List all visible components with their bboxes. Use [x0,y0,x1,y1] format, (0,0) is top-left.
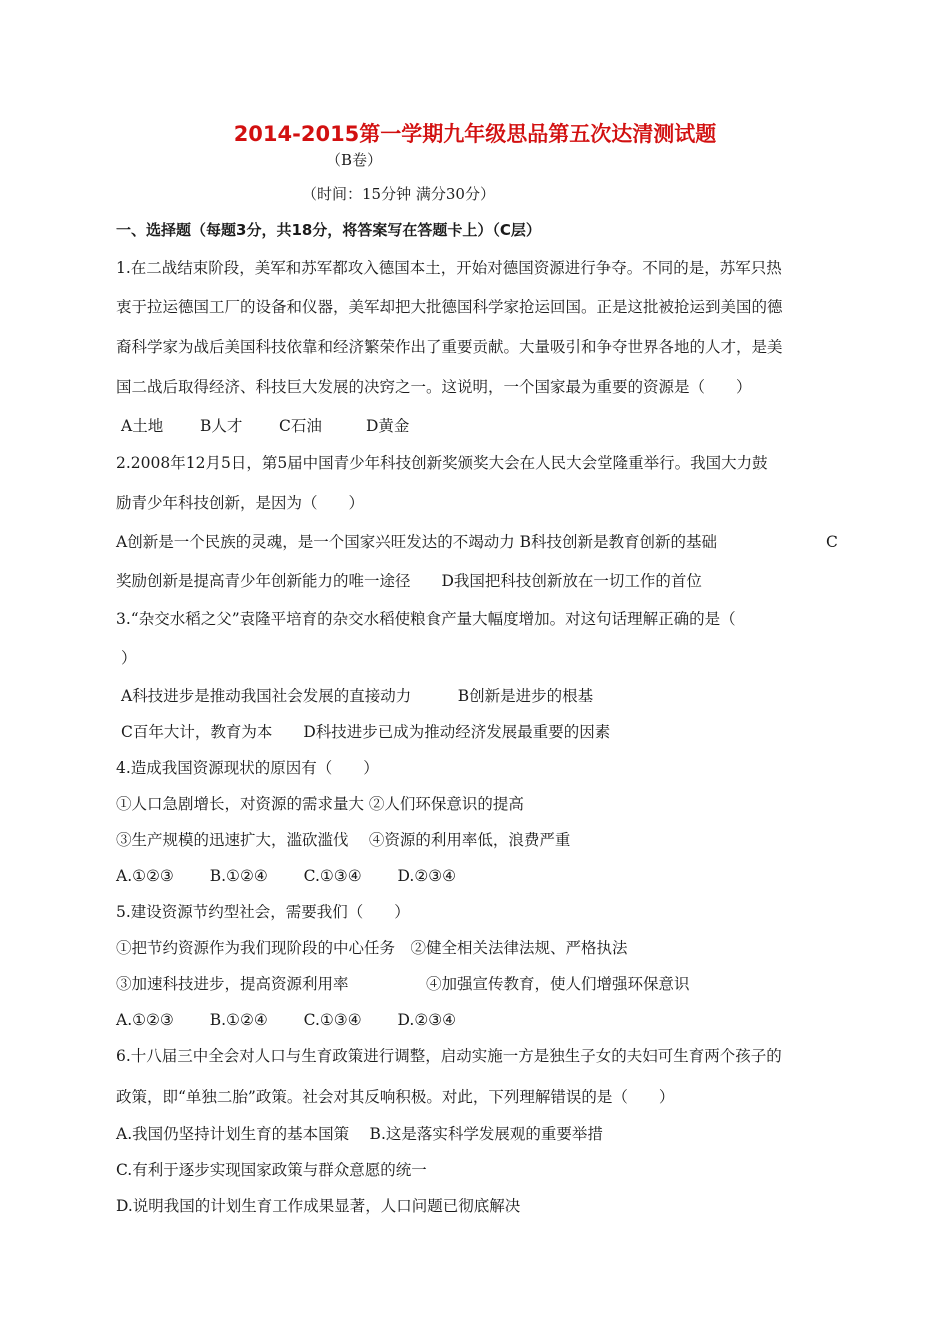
q1-option-a: A土地 [121,417,164,435]
q5-option-line: ③加速科技进步，提高资源利用率 ④加强宣传教育，使人们增强环保意识 [116,975,690,993]
q5-option-line: ①把节约资源作为我们现阶段的中心任务 ②健全相关法律法规、严格执法 [116,939,628,957]
q6-option-line: A.我国仍坚持计划生育的基本国策 B.这是落实科学发展观的重要举措 [116,1125,603,1143]
q6-stem-line: 政策，即“单独二胎”政策。社会对其反响积极。对此，下列理解错误的是（ ） [116,1088,675,1106]
q3-option-line: A科技进步是推动我国社会发展的直接动力 B创新是进步的根基 [121,687,594,705]
q6-stem-line: 6.十八届三中全会对人口与生育政策进行调整，启动实施一方是独生子女的夫妇可生育两个孩子的 [116,1047,782,1065]
q6-option-line: C.有利于逐步实现国家政策与群众意愿的统一 [116,1161,427,1179]
q5-answer-choices: A.①②③ B.①②④ C.①③④ D.②③④ [116,1011,457,1029]
q4-option-line: ①人口急剧增长，对资源的需求量大 ②人们环保意识的提高 [116,795,524,813]
q1-stem-line: 衷于拉运德国工厂的设备和仪器，美军却把大批德国科学家抢运回国。正是这批被抢运到美国的德 [116,298,783,316]
q3-stem-line: ） [121,649,137,667]
q1-option-b: B人才 [200,417,243,435]
q4-option-line: ③生产规模的迅速扩大，滥砍滥伐 ④资源的利用率低，浪费严重 [116,831,571,849]
q1-stem-line: 裔科学家为战后美国科技依靠和经济繁荣作出了重要贡献。大量吸引和争夺世界各地的人才，是美 [116,338,783,356]
q1-option-c: C石油 [279,417,322,435]
q1-option-d: D黄金 [366,417,410,435]
q2-stem-line: 励青少年科技创新，是因为（ ） [116,494,365,512]
time-info: （时间：15分钟 满分30分） [302,185,495,203]
q1-stem-line: 1.在二战结束阶段，美军和苏军都攻入德国本土，开始对德国资源进行争夺。不同的是，苏军只热 [116,259,782,277]
q2-option-line: 奖励创新是提高青少年创新能力的唯一途径 D我国把科技创新放在一切工作的首位 [116,572,702,590]
volume-label: （B卷） [326,151,383,169]
q6-option-line: D.说明我国的计划生育工作成果显著，人口问题已彻底解决 [116,1197,521,1215]
q4-answer-choices: A.①②③ B.①②④ C.①③④ D.②③④ [116,867,457,885]
q2-option-line: A创新是一个民族的灵魂，是一个国家兴旺发达的不竭动力 B科技创新是教育创新的基础 [116,533,718,551]
q4-stem-line: 4.造成我国资源现状的原因有（ ） [116,759,379,777]
q1-stem-line: 国二战后取得经济、科技巨大发展的决窍之一。这说明，一个国家最为重要的资源是（ ） [116,378,752,396]
q2-stem-line: 2.2008年12月5日，第5届中国青少年科技创新奖颁奖大会在人民大会堂隆重举行。我国大力鼓 [116,454,768,472]
section-heading: 一、选择题（每题3分，共18分，将答案写在答题卡上）（C层） [116,221,541,239]
exam-title: 2014-2015第一学期九年级思品第五次达清测试题 [233,122,717,146]
q3-stem-line: 3.“杂交水稻之父”袁隆平培育的杂交水稻使粮食产量大幅度增加。对这句话理解正确的是（ [116,610,736,628]
q5-stem-line: 5.建设资源节约型社会，需要我们（ ） [116,903,410,921]
q3-option-line: C百年大计，教育为本 D科技进步已成为推动经济发展最重要的因素 [121,723,611,741]
q2-option-c-label: C [826,533,838,551]
